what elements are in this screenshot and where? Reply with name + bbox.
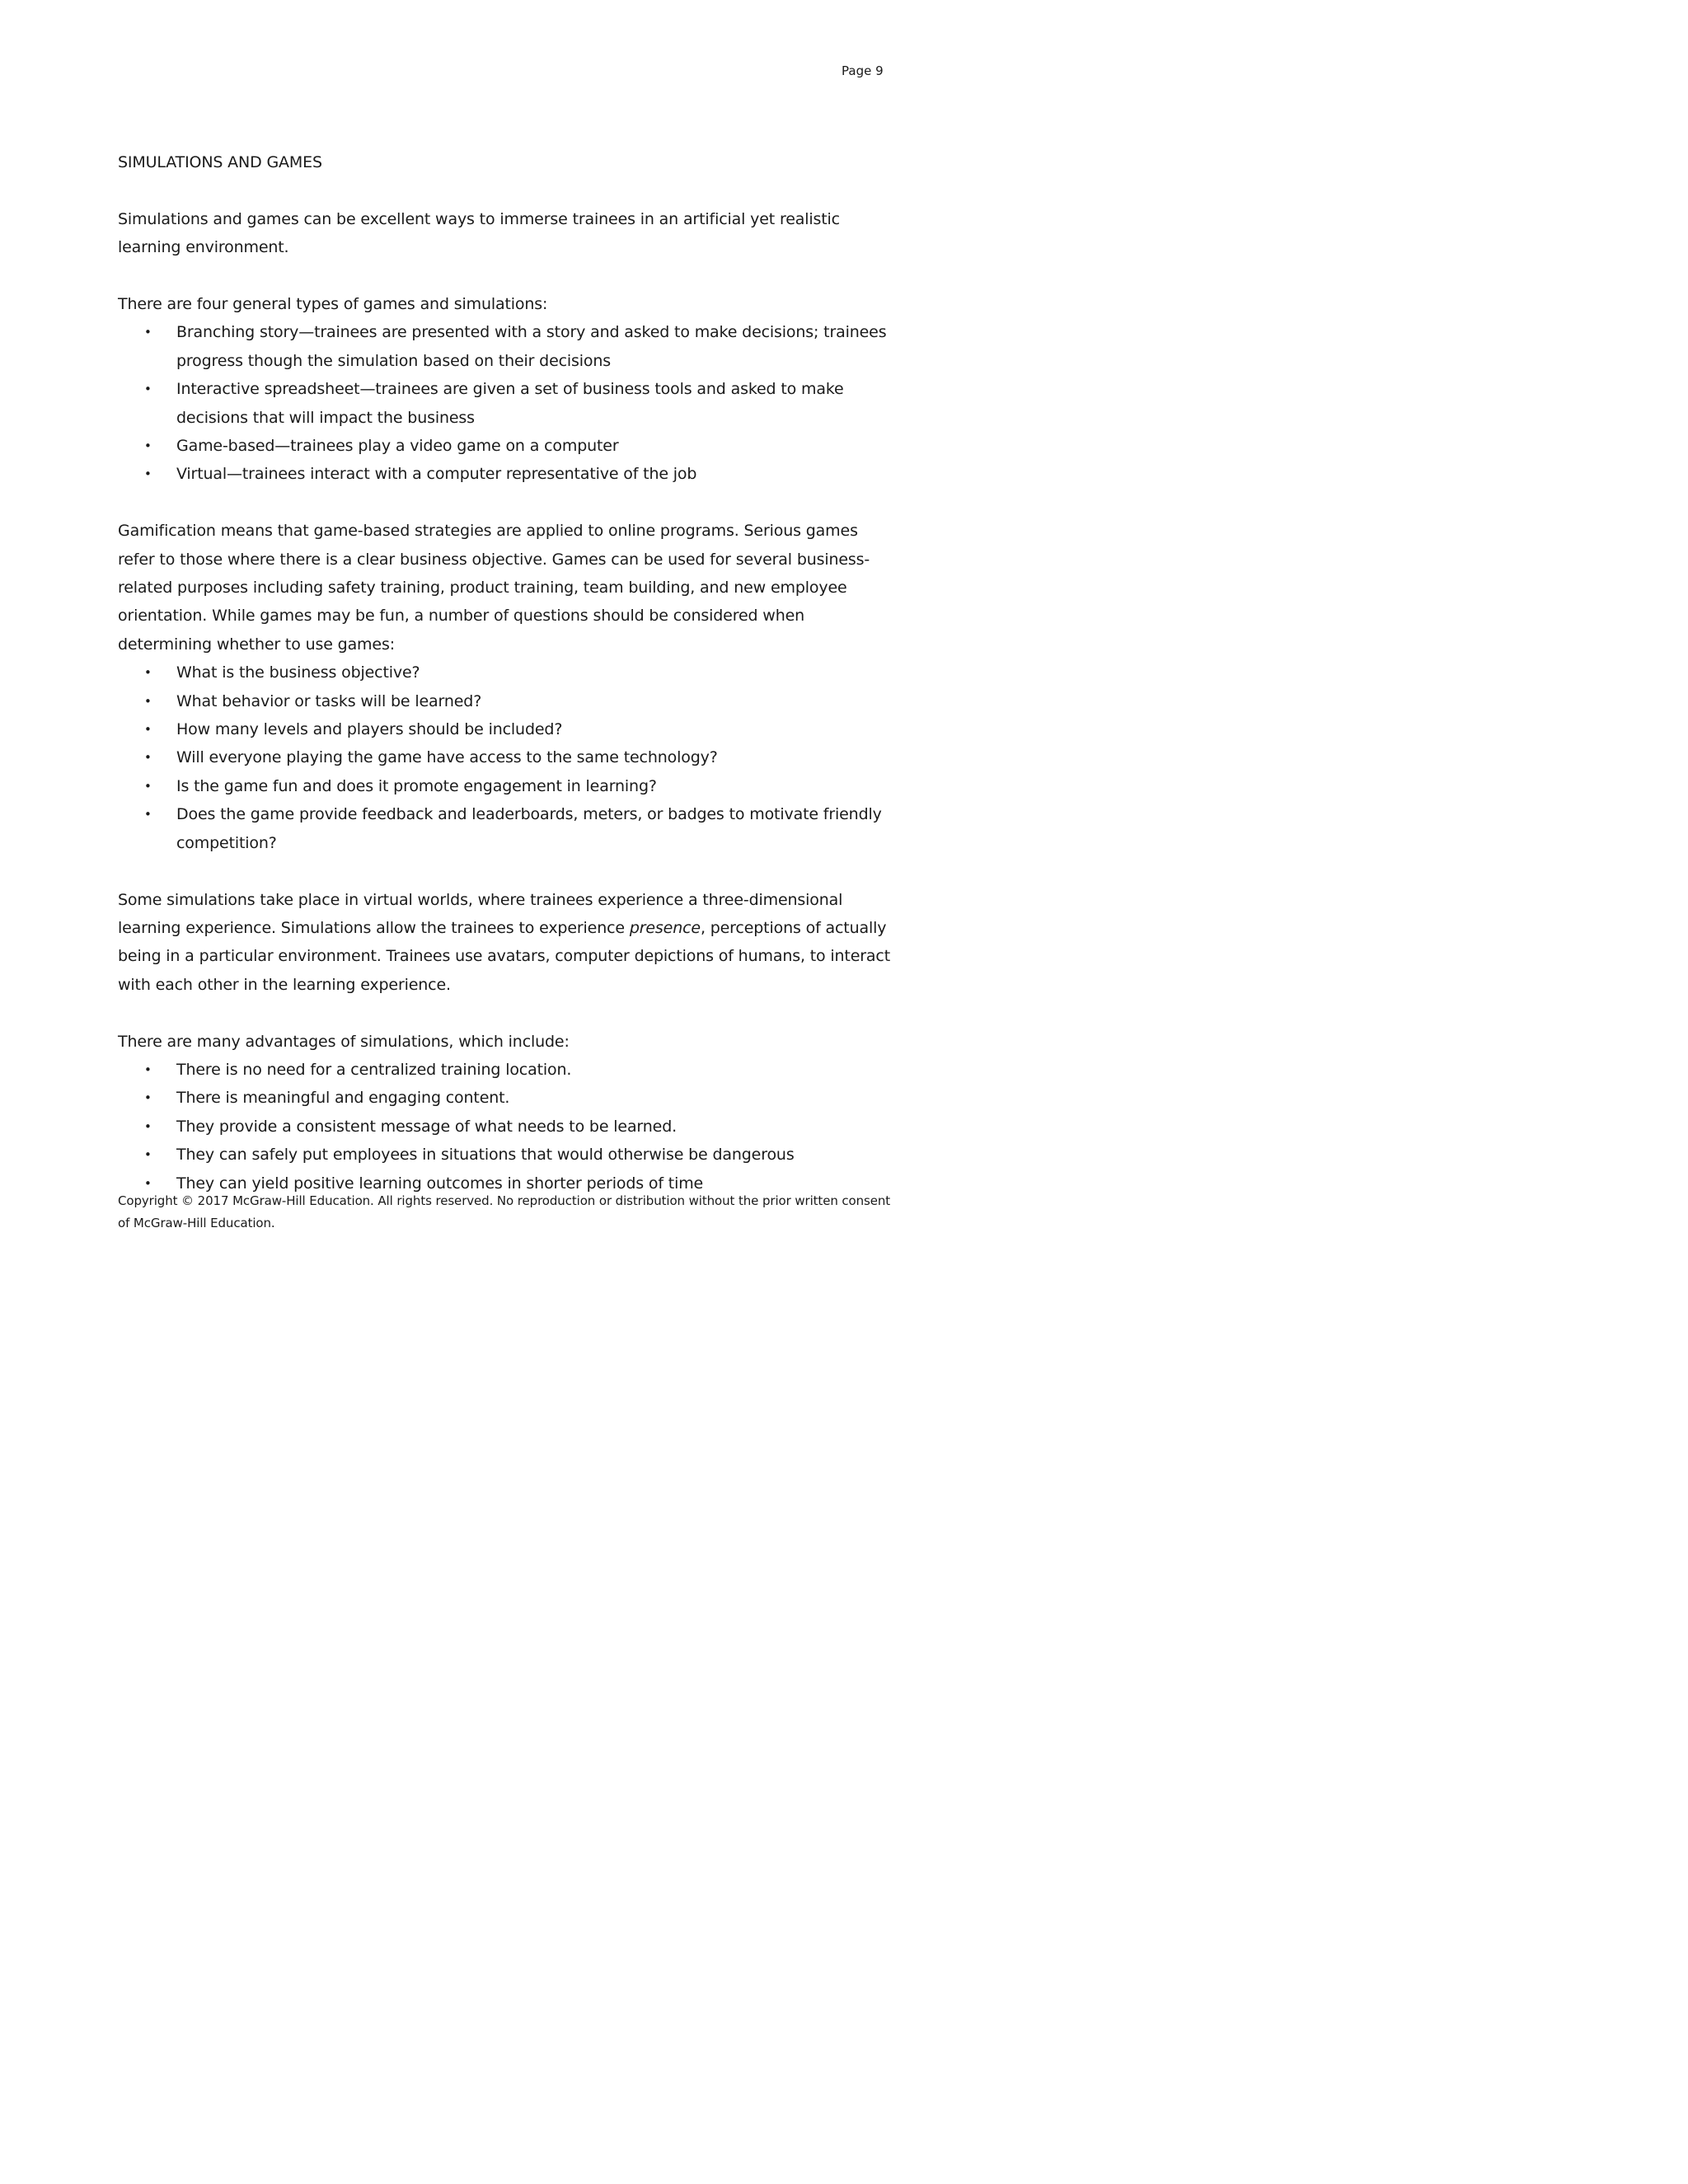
types-intro: There are four general types of games and simulations:: [118, 295, 548, 313]
bullet-icon: •: [144, 750, 152, 766]
list-item: • Does the game provide feedback and leaderboards, meters, or badges to motivate friendly competition?: [118, 800, 893, 857]
bullet-icon: •: [144, 778, 152, 794]
list-item: • There is meaningful and engaging content.: [118, 1084, 893, 1112]
bullet-icon: •: [144, 1118, 152, 1134]
types-list: [118, 318, 893, 488]
list-item: • Virtual—trainees interact with a computer representative of the job: [118, 460, 893, 488]
bullet-icon: •: [144, 665, 152, 681]
bullet-icon: •: [144, 722, 152, 738]
bullet-icon: •: [144, 438, 152, 454]
gamification-paragraph: Gamification means that game-based strategies are applied to online programs. Serious games refer to those where there is a clear business objective. Games can be used for several business-related purposes including safety training, product training, team building, and new employee orientation. While games may be fun, a number of questions should be considered when determining whether to use games:: [118, 522, 870, 654]
list-item: • They provide a consistent message of what needs to be learned.: [118, 1113, 893, 1141]
advantages-list: [118, 1056, 893, 1197]
list-item: • They can yield positive learning outcomes in shorter periods of time: [118, 1169, 893, 1197]
page-number: Page 9: [842, 63, 884, 78]
bullet-icon: •: [144, 1147, 152, 1163]
bullet-icon: •: [144, 693, 152, 709]
bullet-icon: •: [144, 807, 152, 823]
presence-term: presence: [629, 918, 701, 937]
list-item: • They can safely put employees in situations that would otherwise be dangerous: [118, 1141, 893, 1169]
list-item: • There is no need for a centralized training location.: [118, 1056, 893, 1084]
bullet-icon: •: [144, 382, 152, 397]
list-item: • Game-based—trainees play a video game on a computer: [118, 432, 893, 460]
virtual-worlds-paragraph: Some simulations take place in virtual worlds, where trainees experience a three-dimensional learning experience. Simulations allow the trainees to experience presence, perceptions of actually being in a particular environment. Trainees use avatars, computer depictions of humans, to interact with each other in the learning experience.: [118, 890, 891, 994]
list-item: • What behavior or tasks will be learned?: [118, 687, 893, 715]
list-item: • What is the business objective?: [118, 658, 893, 687]
bullet-icon: •: [144, 325, 152, 340]
section-heading: SIMULATIONS AND GAMES: [118, 153, 322, 171]
list-item: • Interactive spreadsheet—trainees are given a set of business tools and asked to make decisions that will impact the business: [118, 375, 893, 432]
list-item: • Will everyone playing the game have access to the same technology?: [118, 743, 893, 771]
bullet-icon: •: [144, 466, 152, 482]
copyright-footer: Copyright © 2017 McGraw-Hill Education. All rights reserved. No reproduction or distribution without the prior written consent of McGraw-Hill Education.: [118, 1193, 891, 1230]
document-body: [118, 148, 893, 1197]
questions-list: [118, 658, 893, 857]
bullet-icon: •: [144, 1090, 152, 1106]
bullet-icon: •: [144, 1175, 152, 1191]
list-item: • Is the game fun and does it promote engagement in learning?: [118, 772, 893, 800]
list-item: • How many levels and players should be included?: [118, 715, 893, 743]
intro-paragraph: Simulations and games can be excellent ways to immerse trainees in an artificial yet realistic learning environment.: [118, 209, 840, 257]
bullet-icon: •: [144, 1062, 152, 1077]
list-item: • Branching story—trainees are presented with a story and asked to make decisions; trainees progress though the simulation based on their decisions: [118, 318, 893, 375]
advantages-intro: There are many advantages of simulations, which include:: [118, 1032, 570, 1051]
